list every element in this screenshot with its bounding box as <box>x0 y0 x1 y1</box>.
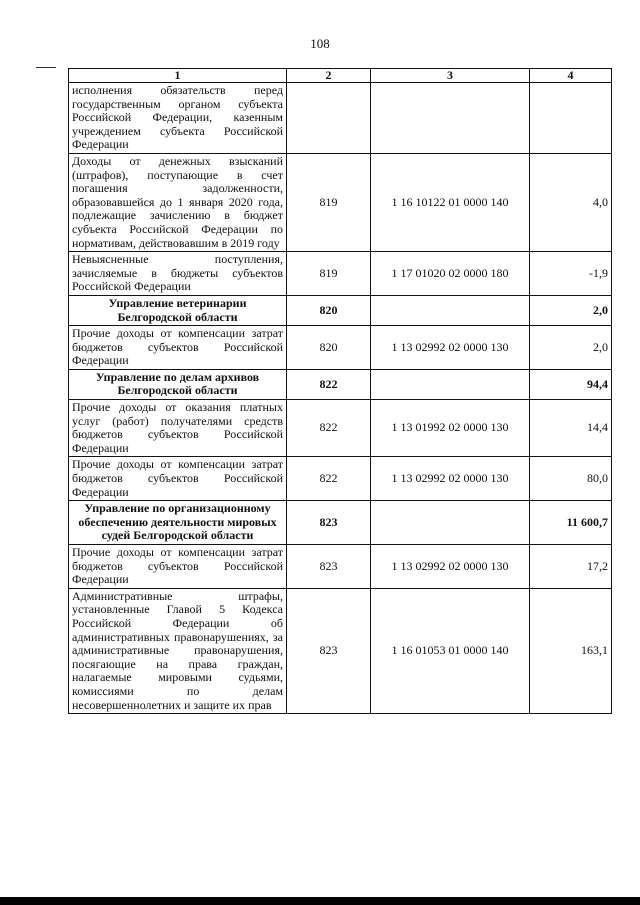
revenue-table <box>68 68 612 714</box>
row-org-code: 822 <box>287 369 371 399</box>
table-row <box>69 588 612 713</box>
row-org-code: 823 <box>287 545 371 589</box>
page-number: 108 <box>310 36 330 51</box>
row-budget-code: 1 13 02992 02 0000 130 <box>371 457 530 501</box>
row-description: Прочие доходы от компенсации затрат бюджетов субъектов Российской Федерации <box>69 326 287 370</box>
row-budget-code: 1 16 10122 01 0000 140 <box>371 153 530 251</box>
scan-edge-bar <box>0 897 640 905</box>
row-description: Прочие доходы от компенсации затрат бюджетов субъектов Российской Федерации <box>69 545 287 589</box>
department-name: Управление ветеринарии Белгородской области <box>69 295 287 325</box>
table-row <box>69 153 612 251</box>
row-description: Доходы от денежных взысканий (штрафов), поступающие в счет погашения задолженности, образовавшейся до 1 января 2020 года, подлежащие зачислению в бюджет субъекта Российской Федерации по нормативам, действовавшим в 2019 году <box>69 153 287 251</box>
row-amount: 17,2 <box>530 545 612 589</box>
row-budget-code: 1 17 01020 02 0000 180 <box>371 252 530 296</box>
row-description: исполнения обязательств перед государственным органом субъекта Российской Федерации, казенным учреждением субъекта Российской Федерации <box>69 83 287 154</box>
row-org-code: 823 <box>287 501 371 545</box>
row-amount: -1,9 <box>530 252 612 296</box>
row-amount: 14,4 <box>530 400 612 457</box>
row-amount: 163,1 <box>530 588 612 713</box>
row-org-code: 822 <box>287 400 371 457</box>
table-row <box>69 83 612 154</box>
table-row <box>69 326 612 370</box>
row-org-code: 819 <box>287 252 371 296</box>
row-budget-code <box>371 83 530 154</box>
row-org-code: 822 <box>287 457 371 501</box>
department-total: 2,0 <box>530 295 612 325</box>
row-budget-code: 1 13 01992 02 0000 130 <box>371 400 530 457</box>
department-total: 11 600,7 <box>530 501 612 545</box>
row-budget-code <box>371 295 530 325</box>
row-description: Административные штрафы, установленные Главой 5 Кодекса Российской Федерации об административных правонарушениях, за административные правонарушения, посягающие на права граждан, налагаемые мировыми судьями, комиссиями по делам несовершеннолетних и защите их прав <box>69 588 287 713</box>
table-row <box>69 545 612 589</box>
margin-mark <box>36 67 56 68</box>
row-budget-code: 1 13 02992 02 0000 130 <box>371 545 530 589</box>
row-description: Прочие доходы от компенсации затрат бюджетов субъектов Российской Федерации <box>69 457 287 501</box>
row-org-code: 820 <box>287 295 371 325</box>
row-org-code <box>287 83 371 154</box>
row-description: Прочие доходы от оказания платных услуг (работ) получателями средств бюджетов субъектов Российской Федерации <box>69 400 287 457</box>
header-col-1: 1 <box>69 69 287 83</box>
department-name: Управление по организационному обеспечению деятельности мировых судей Белгородской области <box>69 501 287 545</box>
row-amount: 2,0 <box>530 326 612 370</box>
row-org-code: 820 <box>287 326 371 370</box>
row-amount: 80,0 <box>530 457 612 501</box>
table-header-row <box>69 69 612 83</box>
row-amount: 4,0 <box>530 153 612 251</box>
table-row <box>69 457 612 501</box>
department-total: 94,4 <box>530 369 612 399</box>
header-col-4: 4 <box>530 69 612 83</box>
department-row <box>69 369 612 399</box>
row-budget-code <box>371 369 530 399</box>
department-row <box>69 501 612 545</box>
department-name: Управление по делам архивов Белгородской области <box>69 369 287 399</box>
row-budget-code: 1 13 02992 02 0000 130 <box>371 326 530 370</box>
row-amount <box>530 83 612 154</box>
header-col-3: 3 <box>371 69 530 83</box>
row-budget-code: 1 16 01053 01 0000 140 <box>371 588 530 713</box>
table-row <box>69 252 612 296</box>
header-col-2: 2 <box>287 69 371 83</box>
row-budget-code <box>371 501 530 545</box>
row-description: Невыясненные поступления, зачисляемые в бюджеты субъектов Российской Федерации <box>69 252 287 296</box>
table-row <box>69 400 612 457</box>
row-org-code: 823 <box>287 588 371 713</box>
row-org-code: 819 <box>287 153 371 251</box>
department-row <box>69 295 612 325</box>
